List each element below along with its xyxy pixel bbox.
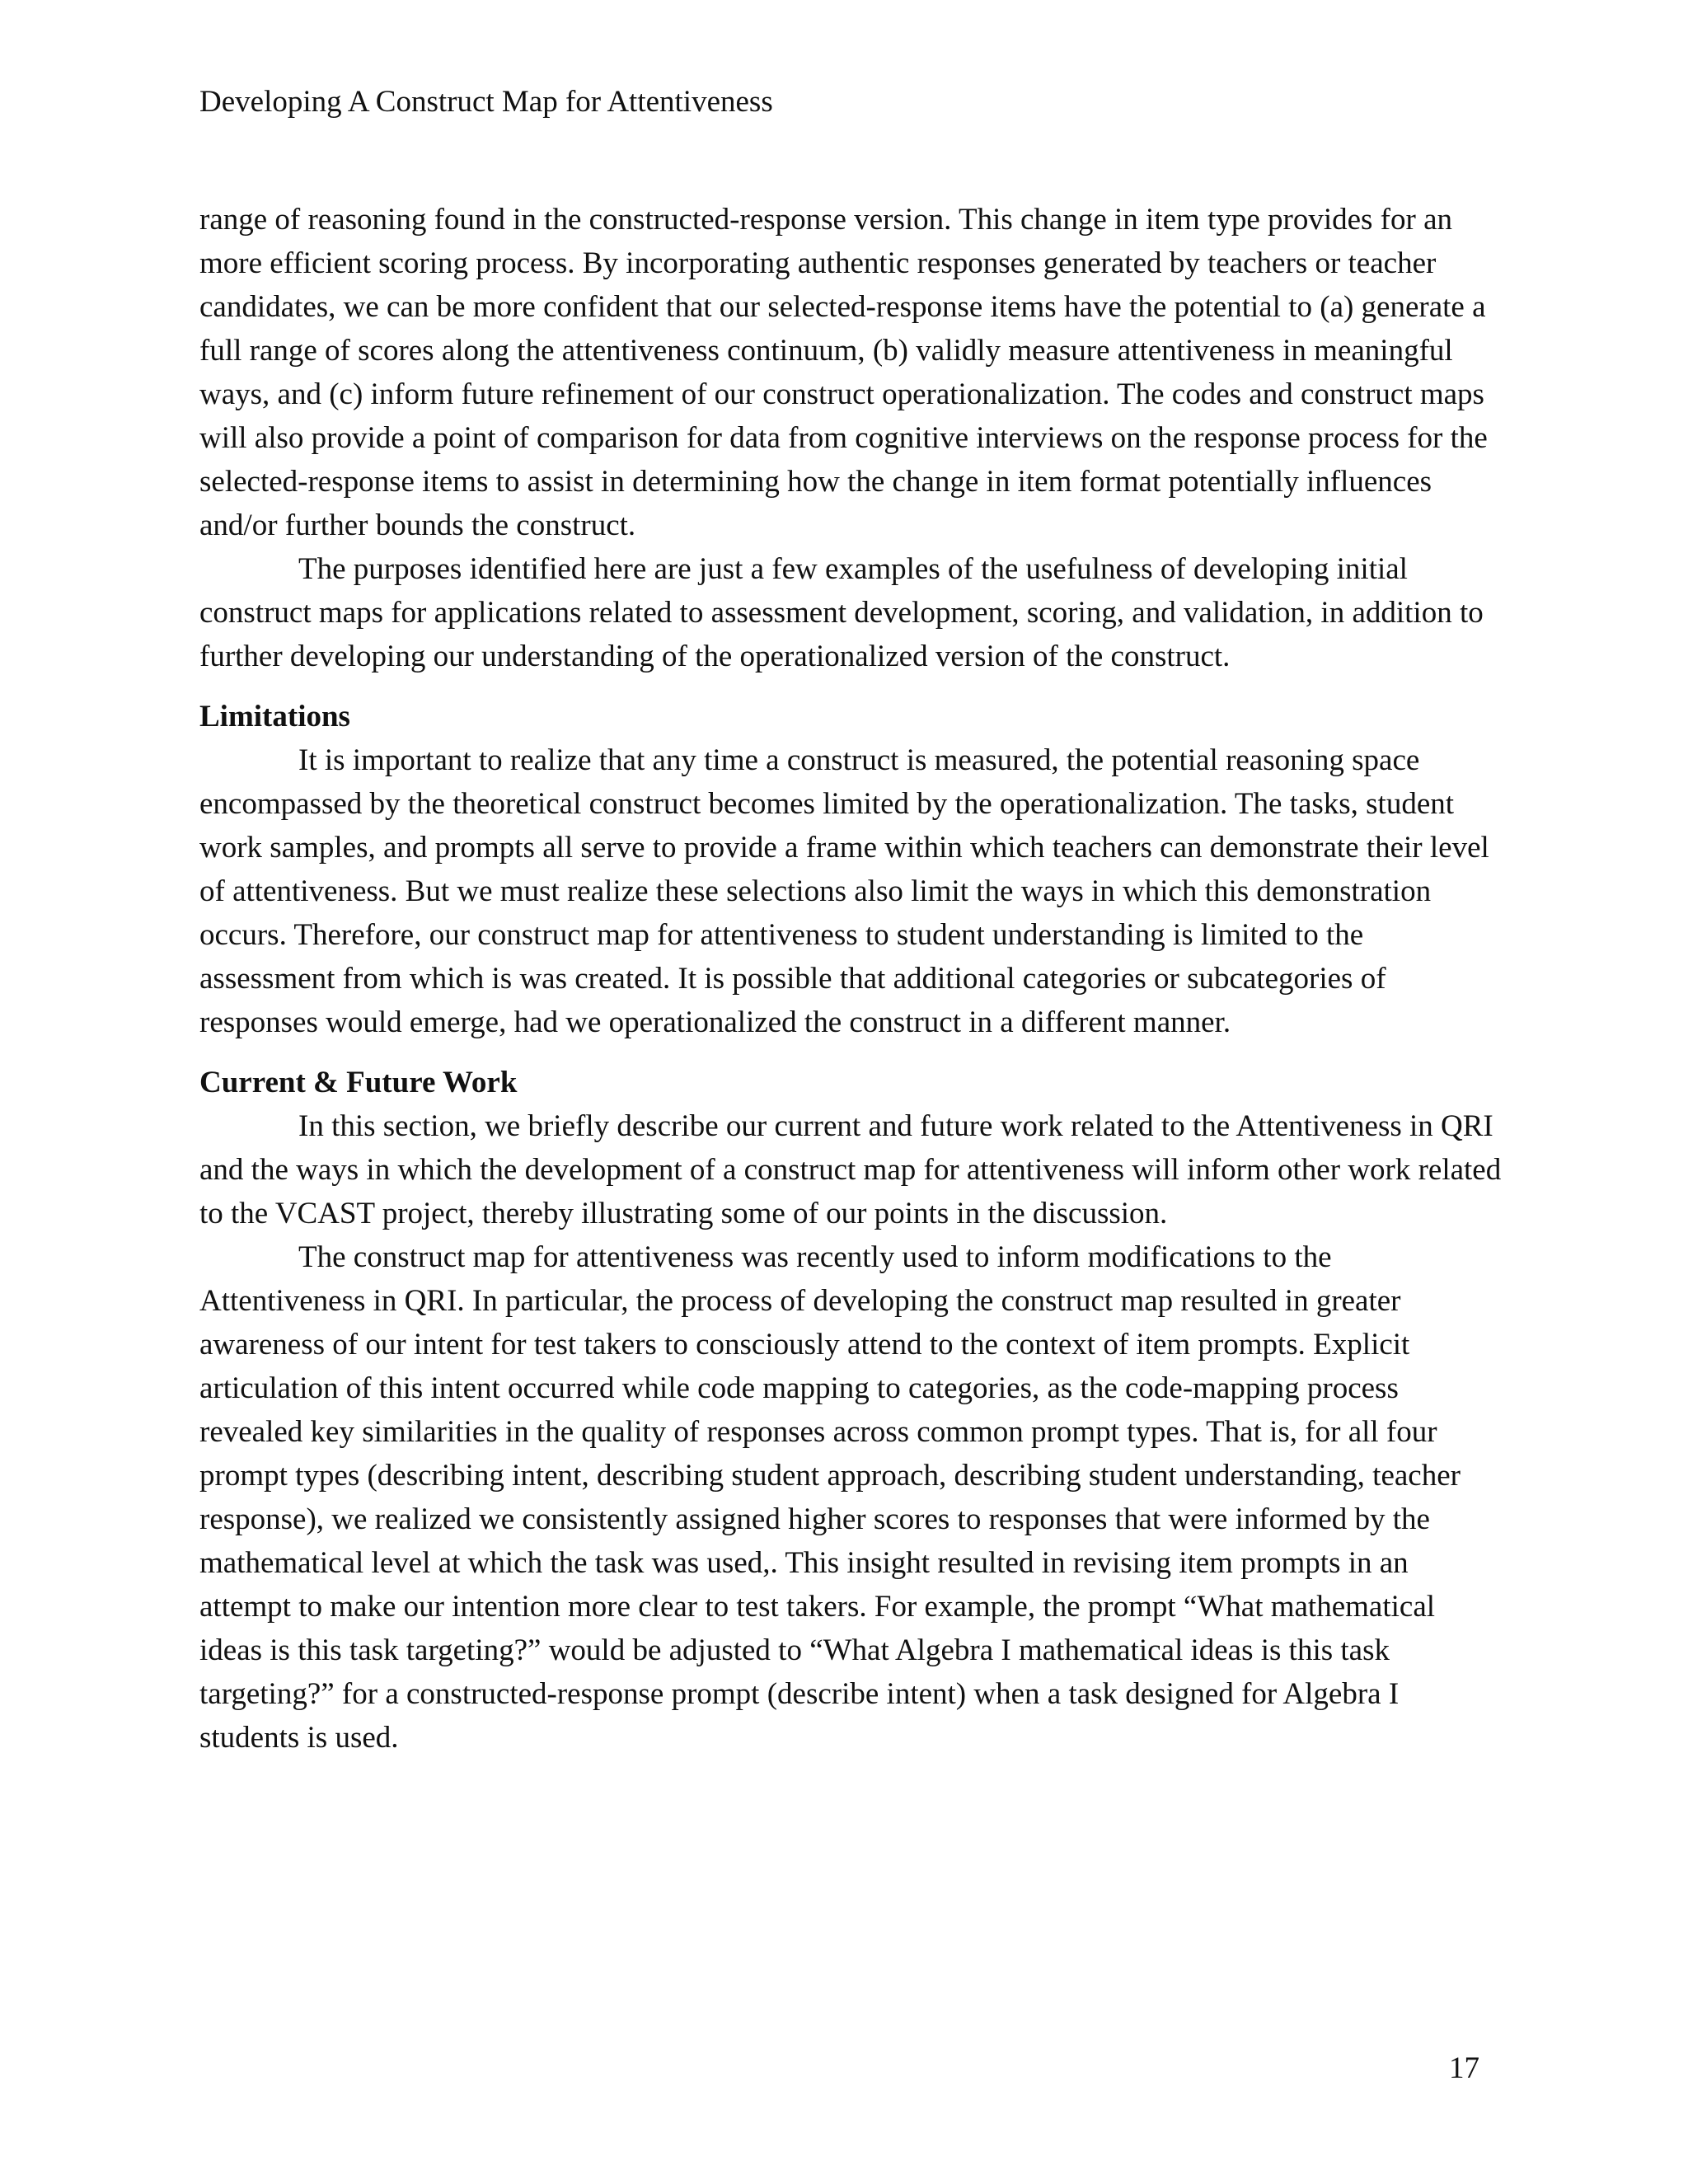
body-text — [199, 198, 1502, 1760]
page-number: 17 — [1449, 2051, 1479, 2085]
section-heading-limitations: Limitations — [199, 700, 350, 733]
running-head: Developing A Construct Map for Attentiveness — [199, 85, 773, 119]
paragraph-current-work: In this section, we briefly describe our current and future work related to the Attentiveness in QRI and the ways in which the development of a construct map for attentiveness will inform other work related to the VCAST project, thereby illustrating some of our points in the discussion. — [199, 1109, 1502, 1230]
paragraph-purposes: The purposes identified here are just a few examples of the usefulness of developing initial construct maps for applications related to assessment development, scoring, and validation, in addition to further developing our understanding of the operationalized version of the construct. — [199, 552, 1484, 673]
paragraph-scoring-process: range of reasoning found in the constructed-response version. This change in item type provides for an more efficient scoring process. By incorporating authentic responses generated by teachers or teacher candidates, we can be more confident that our selected-response items have the potential to (a) generate a full range of scores along the attentiveness continuum, (b) validly measure attentiveness in meaningful ways, and (c) inform future refinement of our construct operationalization. The codes and construct maps will also provide a point of comparison for data from cognitive interviews on the response process for the selected-response items to assist in determining how the change in item format potentially influences and/or further bounds the construct. — [199, 203, 1488, 542]
paragraph-construct-map-modifications: The construct map for attentiveness was recently used to inform modifications to the Attentiveness in QRI. In particular, the process of developing the construct map resulted in greater awareness of our intent for test takers to consciously attend to the context of item prompts. Explicit articulation of this intent occurred while code mapping to categories, as the code-mapping process revealed key similarities in the quality of responses across common prompt types. That is, for all four prompt types (describing intent, describing student approach, describing student understanding, teacher response), we realized we consistently assigned higher scores to responses that were informed by the mathematical level at which the task was used,. This insight resulted in revising item prompts in an attempt to make our intention more clear to test takers. For example, the prompt “What mathematical ideas is this task targeting?” would be adjusted to “What Algebra I mathematical ideas is this task targeting?” for a constructed-response prompt (describe intent) when a task designed for Algebra I students is used. — [199, 1240, 1461, 1755]
section-heading-current-future-work: Current & Future Work — [199, 1066, 518, 1099]
paragraph-limitations: It is important to realize that any time a construct is measured, the potential reasoning space encompassed by the theoretical construct becomes limited by the operationalization. The tasks, student work samples, and prompts all serve to provide a frame within which teachers can demonstrate their level of attentiveness. But we must realize these selections also limit the ways in which this demonstration occurs. Therefore, our construct map for attentiveness to student understanding is limited to the assessment from which is was created. It is possible that additional categories or subcategories of responses would emerge, had we operationalized the construct in a different manner. — [199, 743, 1489, 1039]
